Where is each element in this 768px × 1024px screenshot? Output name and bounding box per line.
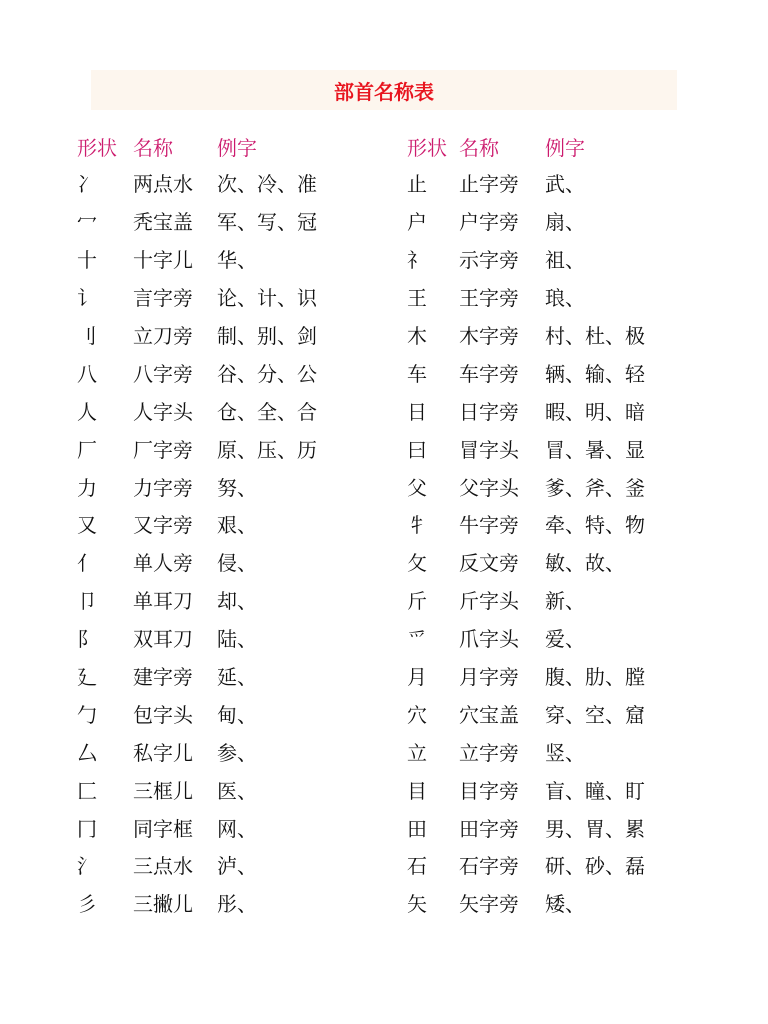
radical-shape: 车 bbox=[407, 361, 427, 386]
radical-name: 单耳刀 bbox=[133, 589, 193, 614]
table-row bbox=[77, 770, 377, 808]
example-chars: 敏、故、 bbox=[545, 551, 625, 576]
example-chars: 辆、输、轻 bbox=[545, 361, 645, 386]
table-row bbox=[407, 164, 705, 202]
example-chars: 矮、 bbox=[545, 892, 585, 917]
radical-shape: 田 bbox=[407, 816, 427, 841]
radical-shape: 冖 bbox=[77, 210, 97, 235]
table-row bbox=[407, 619, 705, 657]
radical-shape: 十 bbox=[77, 248, 97, 273]
radical-shape: 匚 bbox=[77, 778, 97, 803]
header-name: 名称 bbox=[133, 135, 173, 160]
radical-name: 又字旁 bbox=[133, 513, 193, 538]
example-chars: 牵、特、物 bbox=[545, 513, 645, 538]
radical-name: 私字儿 bbox=[133, 740, 193, 765]
radical-name: 止字旁 bbox=[459, 172, 519, 197]
example-chars: 侵、 bbox=[217, 551, 257, 576]
radical-name: 父字头 bbox=[459, 475, 519, 500]
table-row bbox=[77, 202, 377, 240]
radical-shape: 又 bbox=[77, 513, 97, 538]
radical-shape: 厂 bbox=[77, 437, 97, 462]
left-rows bbox=[77, 164, 377, 922]
table-row bbox=[407, 429, 705, 467]
example-chars: 陆、 bbox=[217, 627, 257, 652]
example-chars: 制、别、剑 bbox=[217, 324, 317, 348]
table-row bbox=[77, 164, 377, 202]
radical-name: 王字旁 bbox=[459, 286, 519, 311]
example-chars: 琅、 bbox=[545, 286, 585, 311]
radical-name: 建字旁 bbox=[133, 665, 193, 690]
table-row bbox=[407, 884, 705, 922]
example-chars: 爱、 bbox=[545, 627, 585, 652]
radical-name: 两点水 bbox=[133, 172, 193, 197]
table-row bbox=[77, 657, 377, 695]
table-row bbox=[77, 429, 377, 467]
radical-shape: 刂 bbox=[77, 324, 97, 348]
table-row bbox=[407, 391, 705, 429]
table-row bbox=[77, 846, 377, 884]
left-column bbox=[77, 128, 377, 922]
radical-name: 十字儿 bbox=[133, 248, 193, 273]
radical-name: 冒字头 bbox=[459, 437, 519, 462]
radical-name: 目字旁 bbox=[459, 778, 519, 803]
radical-shape: 石 bbox=[407, 854, 427, 879]
radical-shape: 目 bbox=[407, 778, 427, 803]
table-row bbox=[407, 505, 705, 543]
radical-name: 秃宝盖 bbox=[133, 210, 193, 235]
example-chars: 军、写、冠 bbox=[217, 210, 317, 235]
radical-name: 日字旁 bbox=[459, 399, 519, 424]
example-chars: 延、 bbox=[217, 665, 257, 690]
table-row bbox=[407, 353, 705, 391]
radical-name: 石字旁 bbox=[459, 854, 519, 879]
radical-shape: 攵 bbox=[407, 551, 427, 576]
header-shape: 形状 bbox=[407, 135, 447, 160]
table-row bbox=[407, 240, 705, 278]
radical-shape: 王 bbox=[407, 286, 427, 311]
table-row bbox=[77, 240, 377, 278]
radical-shape: 立 bbox=[407, 740, 427, 765]
radical-name: 三撇儿 bbox=[133, 892, 193, 917]
radical-shape: 父 bbox=[407, 475, 427, 500]
example-chars: 网、 bbox=[217, 816, 257, 841]
table-row bbox=[77, 505, 377, 543]
table-row bbox=[407, 694, 705, 732]
radical-name: 斤字头 bbox=[459, 589, 519, 614]
example-chars: 腹、肋、膛 bbox=[545, 665, 645, 690]
example-chars: 论、计、识 bbox=[217, 286, 317, 311]
radical-name: 示字旁 bbox=[459, 248, 519, 273]
radical-shape: 止 bbox=[407, 172, 427, 197]
radical-shape: 冂 bbox=[77, 816, 97, 841]
radical-shape: 矢 bbox=[407, 892, 427, 917]
header-shape: 形状 bbox=[77, 135, 117, 160]
radical-shape: 曰 bbox=[407, 437, 427, 462]
table-row bbox=[407, 581, 705, 619]
example-chars: 武、 bbox=[545, 172, 585, 197]
radical-name: 户字旁 bbox=[459, 210, 519, 235]
radical-shape: 木 bbox=[407, 324, 427, 348]
example-chars: 新、 bbox=[545, 589, 585, 614]
table-row bbox=[407, 770, 705, 808]
example-chars: 甸、 bbox=[217, 702, 257, 727]
radical-shape: 冫 bbox=[77, 172, 97, 197]
example-chars: 参、 bbox=[217, 740, 257, 765]
radical-shape: 彡 bbox=[77, 892, 97, 917]
radical-shape: 力 bbox=[77, 475, 97, 500]
table-row bbox=[407, 467, 705, 505]
radical-name: 包字头 bbox=[133, 702, 193, 727]
example-chars: 彤、 bbox=[217, 892, 257, 917]
table-row bbox=[407, 846, 705, 884]
radical-shape: 月 bbox=[407, 665, 427, 690]
title-banner bbox=[91, 70, 677, 110]
radical-name: 单人旁 bbox=[133, 551, 193, 576]
radical-name: 同字框 bbox=[133, 816, 193, 841]
radical-name: 力字旁 bbox=[133, 475, 193, 500]
radical-name: 双耳刀 bbox=[133, 627, 193, 652]
table-row bbox=[77, 581, 377, 619]
example-chars: 医、 bbox=[217, 778, 257, 803]
table-row bbox=[407, 543, 705, 581]
radical-name: 田字旁 bbox=[459, 816, 519, 841]
radical-name: 厂字旁 bbox=[133, 437, 193, 462]
example-chars: 次、冷、准 bbox=[217, 172, 317, 197]
radical-shape: 亻 bbox=[77, 551, 97, 576]
example-chars: 原、压、历 bbox=[217, 437, 317, 462]
example-chars: 研、砂、磊 bbox=[545, 854, 645, 879]
radical-name: 三点水 bbox=[133, 854, 193, 879]
example-chars: 扇、 bbox=[545, 210, 585, 235]
radical-name: 木字旁 bbox=[459, 324, 519, 348]
radical-shape: 穴 bbox=[407, 702, 427, 727]
table-row bbox=[407, 808, 705, 846]
table-row bbox=[77, 732, 377, 770]
radical-name: 穴宝盖 bbox=[459, 702, 519, 727]
example-chars: 华、 bbox=[217, 248, 257, 273]
radical-shape: 斤 bbox=[407, 589, 427, 614]
example-chars: 穿、空、窟 bbox=[545, 702, 645, 727]
example-chars: 爹、斧、釜 bbox=[545, 475, 645, 500]
radical-name: 月字旁 bbox=[459, 665, 519, 690]
radical-name: 反文旁 bbox=[459, 551, 519, 576]
table-row bbox=[77, 619, 377, 657]
radical-shape: 厶 bbox=[77, 740, 97, 765]
header-example: 例字 bbox=[217, 135, 257, 160]
example-chars: 男、胃、累 bbox=[545, 816, 645, 841]
example-chars: 冒、暑、显 bbox=[545, 437, 645, 462]
right-rows bbox=[407, 164, 705, 922]
example-chars: 盲、瞳、盯 bbox=[545, 778, 645, 803]
radical-shape: 卩 bbox=[77, 589, 97, 614]
radical-name: 立刀旁 bbox=[133, 324, 193, 348]
radical-name: 八字旁 bbox=[133, 361, 193, 386]
radical-name: 人字头 bbox=[133, 399, 193, 424]
radical-name: 牛字旁 bbox=[459, 513, 519, 538]
table-row bbox=[77, 278, 377, 316]
table-row bbox=[77, 694, 377, 732]
example-chars: 泸、 bbox=[217, 854, 257, 879]
page-title: 部首名称表 bbox=[334, 79, 434, 104]
table-row bbox=[77, 884, 377, 922]
table-row bbox=[77, 543, 377, 581]
example-chars: 努、 bbox=[217, 475, 257, 500]
radical-shape: 八 bbox=[77, 361, 97, 386]
table-row bbox=[77, 467, 377, 505]
example-chars: 艰、 bbox=[217, 513, 257, 538]
radical-shape: 日 bbox=[407, 399, 427, 424]
radical-shape: 牜 bbox=[407, 513, 427, 538]
radical-shape: 勹 bbox=[77, 702, 97, 727]
header-name: 名称 bbox=[459, 135, 499, 160]
radical-shape: 人 bbox=[77, 399, 97, 424]
radical-shape: 礻 bbox=[407, 248, 427, 273]
table-row bbox=[407, 316, 705, 354]
radical-name: 三框儿 bbox=[133, 778, 193, 803]
radical-name: 言字旁 bbox=[133, 286, 193, 311]
right-header-row bbox=[407, 128, 705, 164]
example-chars: 仓、全、合 bbox=[217, 399, 317, 424]
radical-name: 立字旁 bbox=[459, 740, 519, 765]
table-row bbox=[77, 808, 377, 846]
example-chars: 村、杜、极 bbox=[545, 324, 645, 348]
table-row bbox=[407, 657, 705, 695]
header-example: 例字 bbox=[545, 135, 585, 160]
radical-name: 爪字头 bbox=[459, 627, 519, 652]
radical-shape: 户 bbox=[407, 210, 427, 235]
left-header-row bbox=[77, 128, 377, 164]
table-row bbox=[77, 391, 377, 429]
table-row bbox=[77, 353, 377, 391]
table-row bbox=[407, 202, 705, 240]
table-row bbox=[407, 732, 705, 770]
radical-name: 矢字旁 bbox=[459, 892, 519, 917]
example-chars: 谷、分、公 bbox=[217, 361, 317, 386]
table-row bbox=[407, 278, 705, 316]
radical-shape: 爫 bbox=[407, 627, 427, 652]
radical-shape: 氵 bbox=[77, 854, 97, 879]
radical-shape: 廴 bbox=[77, 665, 97, 690]
example-chars: 却、 bbox=[217, 589, 257, 614]
example-chars: 暇、明、暗 bbox=[545, 399, 645, 424]
radical-shape: 阝 bbox=[77, 627, 97, 652]
example-chars: 祖、 bbox=[545, 248, 585, 273]
table-row bbox=[77, 316, 377, 354]
radical-name: 车字旁 bbox=[459, 361, 519, 386]
radical-shape: 讠 bbox=[77, 286, 97, 311]
example-chars: 竖、 bbox=[545, 740, 585, 765]
right-column bbox=[407, 128, 705, 922]
